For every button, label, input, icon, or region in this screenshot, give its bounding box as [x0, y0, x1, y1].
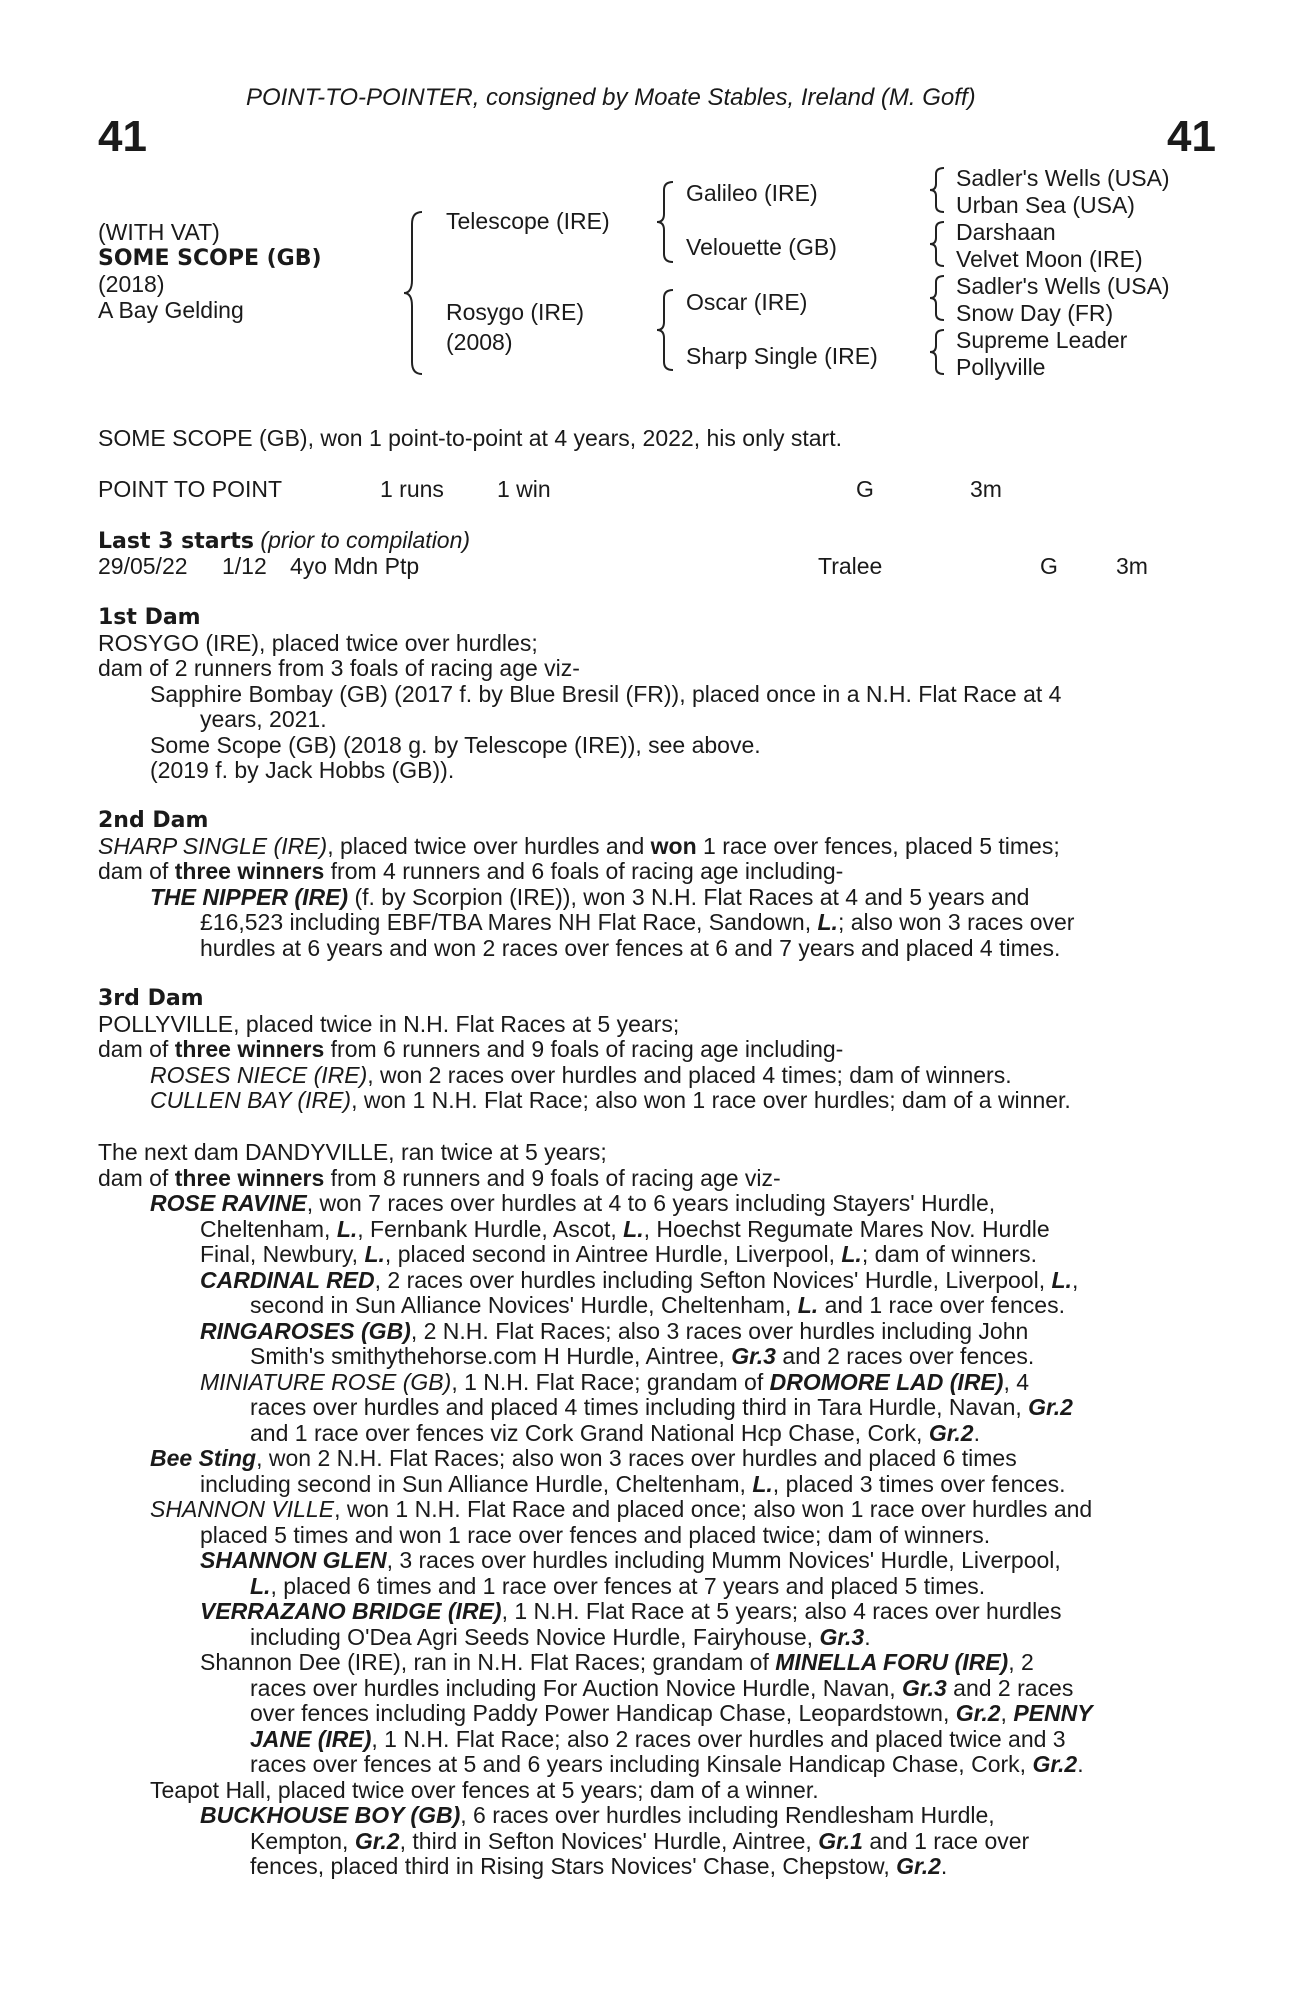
dam-year: (2008)	[446, 329, 513, 355]
pedigree-brace-sire	[655, 180, 675, 268]
grade: L.	[336, 1215, 358, 1242]
next-dam-line	[98, 1829, 1198, 1855]
first-dam-section	[98, 605, 1198, 784]
grade: L.	[250, 1572, 271, 1599]
next-dam-line: The next dam DANDYVILLE, ran twice at 5 years;	[98, 1139, 607, 1165]
next-dam-line	[98, 1446, 1198, 1472]
gg-2: Urban Sea (USA)	[956, 192, 1135, 218]
pedigree-brace-gg2	[928, 220, 946, 272]
text: ; also won 3 races over	[837, 909, 1075, 935]
winner-name: THE NIPPER (IRE)	[150, 883, 349, 910]
text: (f. by Scorpion (IRE)), won 3 N.H. Flat Races at 4 and 5 years and	[348, 883, 1030, 910]
horse-name: CULLEN BAY (IRE)	[150, 1087, 352, 1113]
text: , placed twice over hurdles and	[327, 832, 651, 859]
text: and 1 race over	[862, 1827, 1030, 1854]
first-dam-line: dam of 2 runners from 3 foals of racing age viz-	[98, 655, 580, 681]
text: , placed second in Aintree Hurdle, Liverpool,	[384, 1241, 842, 1267]
winner-name: JANE (IRE)	[250, 1725, 372, 1752]
winner-name: SHANNON GLEN	[200, 1547, 387, 1573]
grade: L.	[752, 1470, 773, 1497]
text: three winners	[174, 858, 325, 884]
next-dam-line	[98, 1727, 1198, 1753]
foaling-year: (2018)	[98, 271, 165, 297]
text: dam of	[98, 1164, 175, 1191]
third-dam-line	[98, 1037, 1198, 1063]
next-dam-section	[98, 1140, 1198, 1880]
text: , 3 races over hurdles including Mumm Novices' Hurdle, Liverpool,	[386, 1547, 1061, 1573]
grade: L.	[817, 909, 838, 935]
record-distance: 3m	[970, 476, 1002, 502]
winner-name: VERRAZANO BRIDGE (IRE)	[200, 1598, 502, 1624]
third-dam-section	[98, 986, 1198, 1114]
lot-number-left: 41	[98, 112, 147, 161]
next-dam-line	[98, 1548, 1198, 1574]
text: dam of	[98, 858, 175, 884]
horse-description: A Bay Gelding	[98, 297, 244, 323]
grade: Gr.2	[955, 1700, 1001, 1726]
second-dam-section	[98, 808, 1198, 961]
text: , 2	[1008, 1649, 1034, 1675]
gg-6: Snow Day (FR)	[956, 300, 1114, 326]
first-dam-line: Sapphire Bombay (GB) (2017 f. by Blue Bresil (FR)), placed once in a N.H. Flat Race at 4	[150, 680, 1062, 707]
winner-name: BUCKHOUSE BOY (GB)	[200, 1802, 461, 1828]
text: , placed 3 times over fences.	[772, 1470, 1066, 1497]
next-dam-line	[98, 1574, 1198, 1600]
dam-name: SHARP SINGLE (IRE)	[98, 832, 328, 859]
text: dam of	[98, 1036, 175, 1062]
next-dam-line	[98, 1650, 1198, 1676]
text: including O'Dea Agri Seeds Novice Hurdle, Fairyhouse,	[250, 1623, 820, 1650]
text: races over hurdles including For Auction Novice Hurdle, Navan,	[250, 1674, 902, 1701]
grade: Gr.3	[731, 1343, 776, 1369]
next-dam-line	[98, 1370, 1198, 1396]
dam: Rosygo (IRE)	[446, 299, 585, 325]
grade: Gr.1	[818, 1827, 863, 1854]
text: Kempton,	[250, 1827, 355, 1854]
winner-name: RINGAROSES (GB)	[200, 1317, 411, 1344]
dam-dam: Sharp Single (IRE)	[686, 343, 878, 369]
text: , Fernbank Hurdle, Ascot,	[357, 1215, 624, 1242]
third-dam-heading: 3rd Dam	[98, 986, 204, 1011]
text: .	[973, 1419, 980, 1446]
consignment-header: POINT-TO-POINTER, consigned by Moate Stables, Ireland (M. Goff)	[246, 84, 976, 111]
text: three winners	[174, 1036, 325, 1062]
next-dam-line	[98, 1191, 1198, 1217]
text: and 2 races over fences.	[775, 1343, 1035, 1369]
next-dam-line	[98, 1293, 1198, 1319]
record-going: G	[856, 476, 874, 502]
record-wins: 1 win	[497, 476, 551, 502]
sire: Telescope (IRE)	[446, 208, 610, 234]
grade: Gr.2	[354, 1827, 400, 1854]
next-dam-line	[98, 1319, 1198, 1345]
record-label: POINT TO POINT	[98, 476, 283, 502]
pedigree-brace-gg4	[928, 328, 946, 380]
grade: Gr.2	[1028, 1394, 1073, 1420]
text: , placed 6 times and 1 race over fences at 7 years and placed 5 times.	[270, 1572, 986, 1599]
text: from 8 runners and 9 foals of racing age viz-	[324, 1164, 781, 1191]
second-dam-line	[98, 834, 1198, 860]
vat-note: (WITH VAT)	[98, 219, 220, 245]
start-race: 4yo Mdn Ptp	[290, 553, 420, 579]
text: including second in Sun Alliance Hurdle, Cheltenham,	[200, 1470, 753, 1497]
start-distance: 3m	[1116, 553, 1148, 579]
start-going: G	[1040, 553, 1058, 579]
horse-name: ROSES NIECE (IRE)	[150, 1061, 368, 1088]
text: , 6 races over hurdles including Rendlesham Hurdle,	[460, 1802, 995, 1828]
text: ,	[1000, 1700, 1014, 1726]
horse-name: SOME SCOPE (GB)	[98, 246, 322, 271]
grade: L.	[364, 1241, 385, 1267]
grade: Gr.2	[1032, 1751, 1078, 1777]
pedigree-brace-main	[402, 210, 424, 380]
grade: Gr.3	[819, 1623, 865, 1650]
next-dam-line	[98, 1217, 1198, 1243]
text: 1 race over fences, placed 5 times;	[696, 832, 1060, 859]
text: , won 1 N.H. Flat Race and placed once; also won 1 race over hurdles and	[334, 1496, 1093, 1522]
second-dam-line: hurdles at 6 years and won 2 races over fences at 6 and 7 years and placed 4 times.	[200, 934, 1061, 961]
winner-name: Bee Sting	[150, 1445, 257, 1471]
text: from 4 runners and 6 foals of racing age including-	[324, 858, 844, 884]
race-summary: SOME SCOPE (GB), won 1 point-to-point at 4 years, 2022, his only start.	[98, 425, 842, 451]
last-starts-subtitle: (prior to compilation)	[260, 527, 471, 553]
text: and 1 race over fences viz Cork Grand National Hcp Chase, Cork,	[250, 1419, 929, 1446]
gg-7: Supreme Leader	[956, 327, 1128, 353]
next-dam-line	[98, 1497, 1198, 1523]
text: races over hurdles and placed 4 times including third in Tara Hurdle, Navan,	[250, 1394, 1029, 1420]
dam-sire: Oscar (IRE)	[686, 289, 808, 315]
grade: L.	[623, 1215, 644, 1242]
next-dam-line	[98, 1472, 1198, 1498]
grade: Gr.2	[896, 1853, 941, 1879]
next-dam-line	[98, 1344, 1198, 1370]
text: from 6 runners and 9 foals of racing age including-	[324, 1036, 844, 1062]
first-dam-line: (2019 f. by Jack Hobbs (GB)).	[150, 757, 455, 783]
text: .	[864, 1623, 871, 1650]
text: , won 7 races over hurdles at 4 to 6 years including Stayers' Hurdle,	[306, 1190, 996, 1216]
text: .	[1077, 1751, 1084, 1777]
grade: L.	[797, 1292, 819, 1318]
start-date: 29/05/22	[98, 553, 188, 579]
sire-dam: Velouette (GB)	[686, 234, 837, 260]
text: , 2 races over hurdles including Sefton Novices' Hurdle, Liverpool,	[374, 1266, 1052, 1293]
next-dam-line	[98, 1803, 1198, 1829]
gg-3: Darshaan	[956, 219, 1056, 245]
text: £16,523 including EBF/TBA Mares NH Flat Race, Sandown,	[200, 909, 818, 935]
next-dam-line	[98, 1166, 1198, 1192]
text: won	[650, 832, 697, 859]
start-course: Tralee	[818, 553, 883, 579]
next-dam-line	[98, 1242, 1198, 1268]
next-dam-line	[98, 1676, 1198, 1702]
text: Smith's smithythehorse.com H Hurdle, Aintree,	[250, 1343, 732, 1369]
gg-1: Sadler's Wells (USA)	[956, 165, 1170, 191]
grade: Gr.3	[902, 1674, 947, 1701]
text: second in Sun Alliance Novices' Hurdle, Cheltenham,	[250, 1292, 798, 1318]
second-dam-line	[98, 910, 1198, 936]
start-position: 1/12	[222, 553, 267, 579]
text: races over fences at 5 and 6 years including Kinsale Handicap Chase, Cork,	[250, 1751, 1033, 1777]
winner-name: DROMORE LAD (IRE)	[769, 1368, 1004, 1395]
text: , won 2 races over hurdles and placed 4 times; dam of winners.	[367, 1061, 1012, 1088]
next-dam-line	[98, 1752, 1198, 1778]
third-dam-line	[98, 1063, 1198, 1089]
text: , Hoechst Regumate Mares Nov. Hurdle	[643, 1215, 1050, 1242]
text: Cheltenham,	[200, 1215, 337, 1242]
pedigree-brace-dam	[655, 288, 675, 376]
first-dam-line: years, 2021.	[200, 706, 327, 732]
second-dam-heading: 2nd Dam	[98, 808, 209, 833]
text: .	[940, 1853, 948, 1879]
text: Shannon Dee (IRE), ran in N.H. Flat Races; grandam of	[200, 1649, 776, 1675]
pedigree-brace-gg1	[928, 166, 946, 218]
next-dam-line: Teapot Hall, placed twice over fences at 5 years; dam of a winner.	[150, 1776, 819, 1803]
third-dam-line	[98, 1088, 1198, 1114]
text: fences, placed third in Rising Stars Novices' Chase, Chepstow,	[250, 1853, 897, 1879]
next-dam-line	[98, 1854, 1198, 1880]
pedigree-brace-gg3	[928, 274, 946, 326]
text: , 4	[1003, 1368, 1030, 1395]
gg-4: Velvet Moon (IRE)	[956, 246, 1143, 272]
second-dam-line	[98, 885, 1198, 911]
text: , 1 N.H. Flat Race; also 2 races over hurdles and placed twice and 3	[371, 1725, 1066, 1752]
gg-8: Pollyville	[956, 354, 1046, 380]
next-dam-line	[98, 1599, 1198, 1625]
horse-name: SHANNON VILLE	[150, 1496, 335, 1522]
next-dam-line	[98, 1701, 1198, 1727]
text: , 1 N.H. Flat Race at 5 years; also 4 races over hurdles	[501, 1598, 1062, 1624]
first-dam-line: ROSYGO (IRE), placed twice over hurdles;	[98, 629, 538, 656]
last-starts-title: Last 3 starts	[98, 529, 255, 554]
next-dam-line	[98, 1268, 1198, 1294]
grade: Gr.2	[928, 1419, 974, 1446]
next-dam-line: placed 5 times and won 1 race over fences and placed twice; dam of winners.	[200, 1521, 991, 1548]
next-dam-line	[98, 1421, 1198, 1447]
text: three winners	[174, 1164, 325, 1191]
text: , third in Sefton Novices' Hurdle, Aintree,	[399, 1827, 819, 1854]
text: ,	[1071, 1266, 1079, 1293]
grade: L.	[841, 1241, 862, 1267]
lot-number-right: 41	[1167, 112, 1216, 161]
last-starts-heading	[98, 528, 470, 555]
next-dam-line	[98, 1395, 1198, 1421]
text: , won 1 N.H. Flat Race; also won 1 race over hurdles; dam of a winner.	[351, 1087, 1071, 1113]
sire-sire: Galileo (IRE)	[686, 180, 818, 206]
first-dam-line: Some Scope (GB) (2018 g. by Telescope (IRE)), see above.	[150, 731, 761, 758]
record-runs: 1 runs	[380, 476, 444, 502]
winner-name: MINELLA FORU (IRE)	[775, 1649, 1009, 1675]
text: ; dam of winners.	[861, 1241, 1037, 1267]
winner-name: ROSE RAVINE	[150, 1190, 307, 1216]
first-dam-heading: 1st Dam	[98, 605, 201, 630]
text: and 1 race over fences.	[818, 1292, 1065, 1318]
text: , 2 N.H. Flat Races; also 3 races over hurdles including John	[410, 1317, 1029, 1344]
grade: L.	[1051, 1266, 1072, 1293]
text: over fences including Paddy Power Handicap Chase, Leopardstown,	[250, 1700, 956, 1726]
text: Final, Newbury,	[200, 1241, 365, 1267]
winner-name: PENNY	[1013, 1700, 1093, 1726]
text: , 1 N.H. Flat Race; grandam of	[451, 1368, 770, 1395]
gg-5: Sadler's Wells (USA)	[956, 273, 1170, 299]
text: and 2 races	[946, 1674, 1074, 1701]
horse-name: MINIATURE ROSE (GB)	[200, 1368, 452, 1395]
winner-name: CARDINAL RED	[200, 1266, 375, 1293]
next-dam-line	[98, 1625, 1198, 1651]
third-dam-line: POLLYVILLE, placed twice in N.H. Flat Races at 5 years;	[98, 1010, 680, 1037]
text: , won 2 N.H. Flat Races; also won 3 races over hurdles and placed 6 times	[256, 1445, 1017, 1471]
second-dam-line	[98, 859, 1198, 885]
